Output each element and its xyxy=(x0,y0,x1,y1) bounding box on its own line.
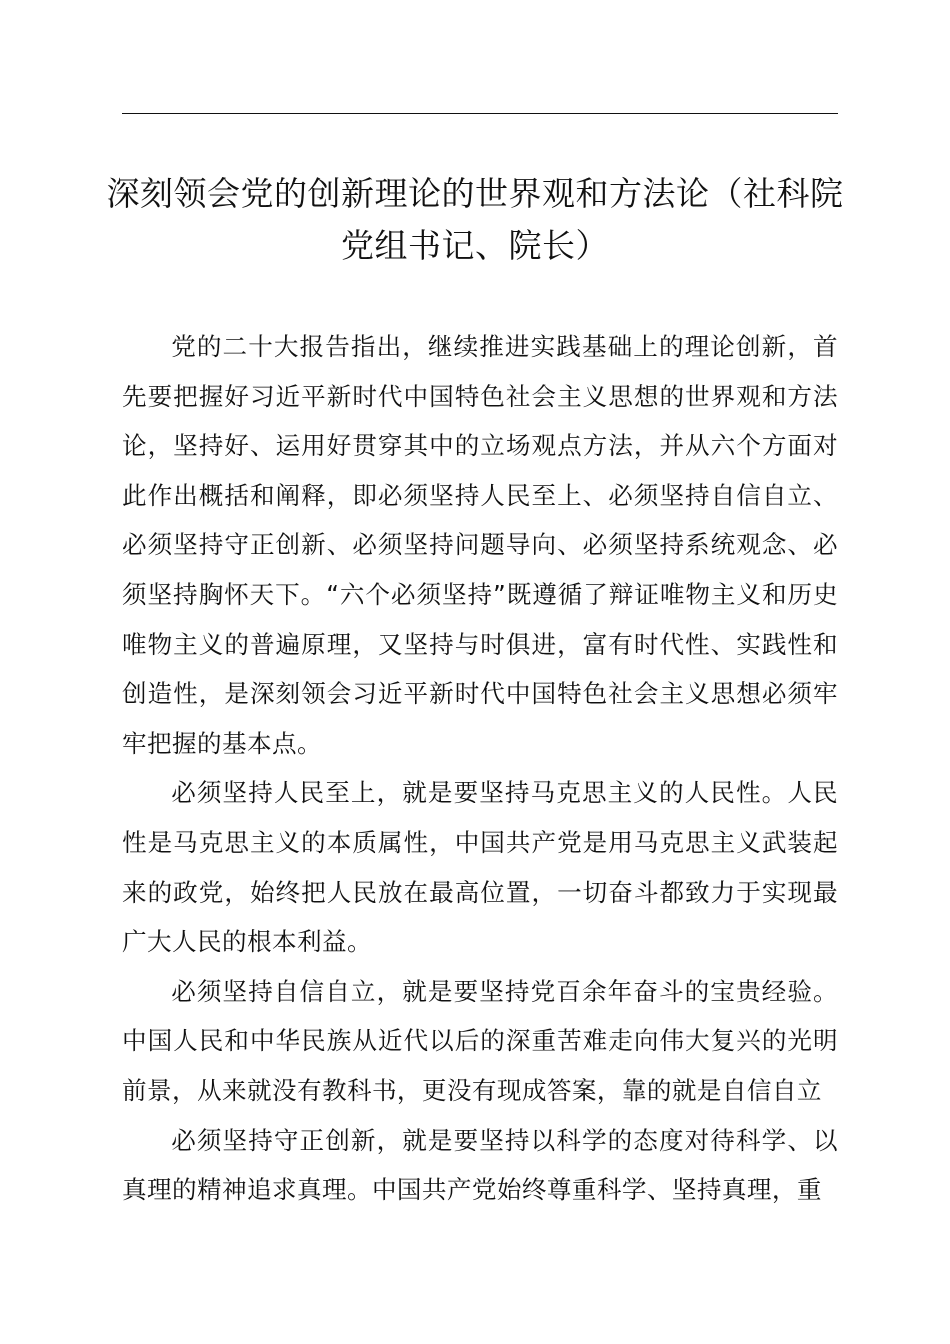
document-body xyxy=(122,322,838,1215)
paragraph-2: 必须坚持人民至上，就是要坚持马克思主义的人民性。人民性是马克思主义的本质属性，中国共产党是用马克思主义武装起来的政党，始终把人民放在最高位置，一切奋斗都致力于实现最广大人民的根本利益。 xyxy=(122,778,838,957)
paragraph-4: 必须坚持守正创新，就是要坚持以科学的态度对待科学、以真理的精神追求真理。中国共产党始终尊重科学、坚持真理，重 xyxy=(122,1125,838,1205)
paragraph-1: 党的二十大报告指出，继续推进实践基础上的理论创新，首先要把握好习近平新时代中国特色社会主义思想的世界观和方法论，坚持好、运用好贯穿其中的立场观点方法，并从六个方面对此作出概括和阐释，即必须坚持人民至上、必须坚持自信自立、必须坚持守正创新、必须坚持问题导向、必须坚持系统观念、必须坚持胸怀天下。“六个必须坚持”既遵循了辩证唯物主义和历史唯物主义的普遍原理，又坚持与时俱进，富有时代性、实践性和创造性，是深刻领会习近平新时代中国特色社会主义思想必须牢牢把握的基本点。 xyxy=(122,332,838,758)
paragraph-3: 必须坚持自信自立，就是要坚持党百余年奋斗的宝贵经验。中国人民和中华民族从近代以后的深重苦难走向伟大复兴的光明前景，从来就没有教科书，更没有现成答案，靠的就是自信自立 xyxy=(122,976,838,1105)
header-rule xyxy=(122,113,838,114)
document-title: 深刻领会党的创新理论的世界观和方法论（社科院党组书记、院长） xyxy=(106,174,844,265)
